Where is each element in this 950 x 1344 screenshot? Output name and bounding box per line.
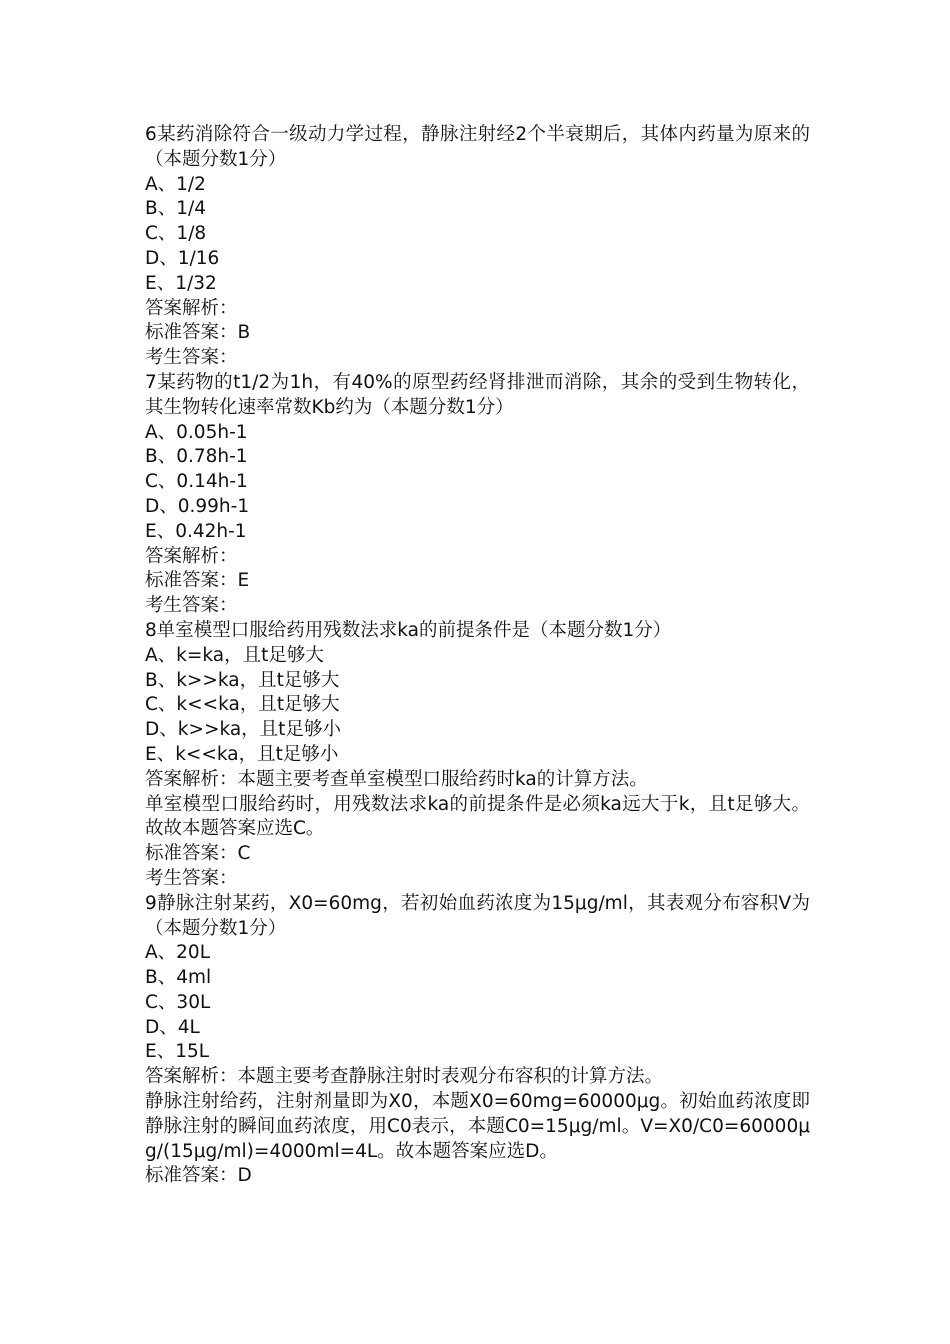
standard-answer: 标准答案：B <box>145 322 251 344</box>
student-answer-label: 考生答案： <box>145 595 238 617</box>
answer-analysis-label: 答案解析： <box>145 545 238 567</box>
answer-analysis: 答案解析：本题主要考查单室模型口服给药时ka的计算方法。 <box>145 768 648 790</box>
option-e: E、0.42h-1 <box>145 520 247 542</box>
answer-explanation: 静脉注射给药，注射剂量即为X0，本题X0=60mg=60000μg。初始血药浓度即静脉注射的瞬间血药浓度，用C0表示，本题C0=15μg/ml。V=X0/C0=60000μg/(15μg/ml)=4000ml=4L。故本题答案应选D。 <box>145 1091 810 1162</box>
question-stem: 9静脉注射某药，X0=60mg，若初始血药浓度为15μg/ml，其表观分布容积V为（本题分数1分） <box>145 892 810 939</box>
option-e: E、k<<ka，且t足够小 <box>145 743 339 765</box>
option-d: D、k>>ka，且t足够小 <box>145 719 341 741</box>
option-a: A、0.05h-1 <box>145 421 248 443</box>
option-c: C、30L <box>145 991 211 1013</box>
question-stem: 6某药消除符合一级动力学过程，静脉注射经2个半衰期后，其体内药量为原来的（本题分数1分） <box>145 124 810 170</box>
option-b: B、1/4 <box>145 198 206 220</box>
answer-analysis-label: 答案解析： <box>145 297 238 319</box>
student-answer-label: 考生答案： <box>145 347 238 369</box>
option-b: B、k>>ka，且t足够大 <box>145 669 340 691</box>
question-7 <box>145 371 810 619</box>
answer-explanation: 单室模型口服给药时，用残数法求ka的前提条件是必须ka远大于k，且t足够大。故故本题答案应选C。 <box>145 793 810 840</box>
option-e: E、1/32 <box>145 272 217 294</box>
document-body <box>145 123 810 1189</box>
option-a: A、20L <box>145 942 211 964</box>
question-6 <box>145 123 810 371</box>
option-d: D、0.99h-1 <box>145 495 250 517</box>
option-e: E、15L <box>145 1041 210 1063</box>
student-answer-label: 考生答案： <box>145 867 238 889</box>
standard-answer: 标准答案：E <box>145 570 250 592</box>
option-b: B、4ml <box>145 967 212 989</box>
question-stem: 8单室模型口服给药用残数法求ka的前提条件是（本题分数1分） <box>145 619 672 641</box>
option-c: C、0.14h-1 <box>145 471 248 493</box>
question-stem: 7某药物的t1/2为1h，有40%的原型药经肾排泄而消除，其余的受到生物转化，其生物转化速率常数Kb约为（本题分数1分） <box>145 371 810 418</box>
question-9 <box>145 892 810 1190</box>
answer-analysis: 答案解析：本题主要考查静脉注射时表观分布容积的计算方法。 <box>145 1066 664 1088</box>
option-d: D、4L <box>145 1016 200 1038</box>
standard-answer: 标准答案：D <box>145 1165 252 1187</box>
option-c: C、1/8 <box>145 223 207 245</box>
question-8 <box>145 619 810 892</box>
option-c: C、k<<ka，且t足够大 <box>145 694 340 716</box>
standard-answer: 标准答案：C <box>145 843 251 865</box>
option-a: A、k=ka，且t足够大 <box>145 644 324 666</box>
option-a: A、1/2 <box>145 173 206 195</box>
option-b: B、0.78h-1 <box>145 446 248 468</box>
option-d: D、1/16 <box>145 247 220 269</box>
